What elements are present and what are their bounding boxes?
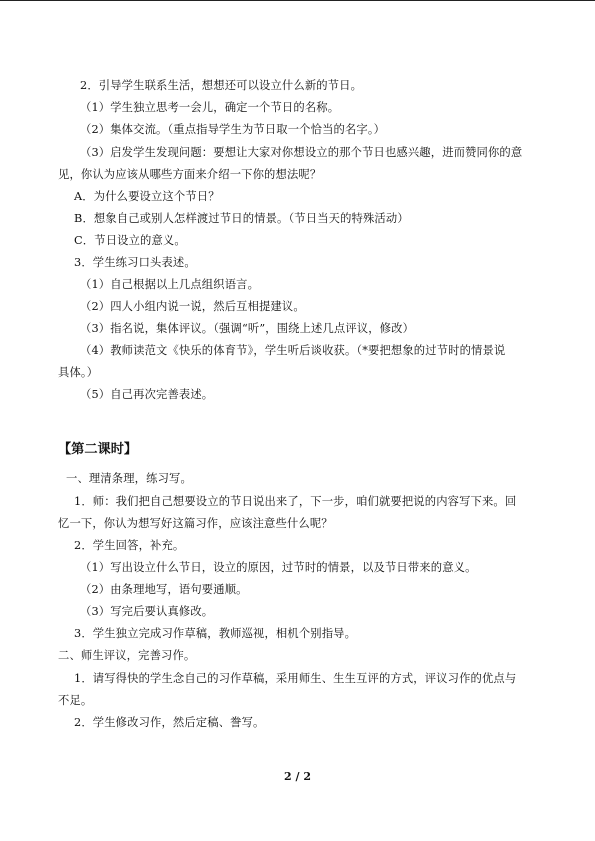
- paragraph: 2．学生回答，补充。: [74, 539, 185, 552]
- paragraph: B．想象自己或别人怎样渡过节日的情景。（节日当天的特殊活动）: [74, 212, 409, 225]
- paragraph: 2．引导学生联系生活，想想还可以设立什么新的节日。: [80, 79, 363, 92]
- paragraph: A．为什么要设立这个节日？: [74, 190, 220, 203]
- paragraph: （1）写出设立什么节日，设立的原因，过节时的情景，以及节日带来的意义。: [80, 561, 477, 574]
- paragraph: 3．学生练习口头表述。: [74, 256, 196, 269]
- paragraph: 见，你认为应该从哪些方面来介绍一下你的想法呢？: [58, 168, 322, 181]
- paragraph: （3）指名说，集体评议。（强调“听”，围绕上述几点评议，修改）: [80, 322, 415, 335]
- section-heading: 【第二课时】: [58, 442, 138, 457]
- paragraph: 二、师生评议，完善习作。: [58, 649, 196, 662]
- paragraph: 不足。: [58, 694, 93, 707]
- paragraph: 1．请写得快的学生念自己的习作草稿，采用师生、生生互评的方式，评议习作的优点与: [74, 672, 517, 685]
- paragraph: （2）集体交流。（重点指导学生为节日取一个恰当的名字。）: [80, 123, 386, 136]
- paragraph: （5）自己再次完善表述。: [80, 388, 214, 401]
- paragraph: 具体。）: [58, 366, 99, 379]
- paragraph: （1）自己根据以上几点组织语言。: [80, 278, 260, 291]
- paragraph: （1）学生独立思考一会儿，确定一个节日的名称。: [80, 101, 340, 114]
- paragraph: （3）写完后要认真修改。: [80, 605, 214, 618]
- page-top-border: [0, 0, 595, 1]
- paragraph: （4）教师读范文《快乐的体育节》，学生听后谈收获。（*要把想象的过节时的情景说: [80, 344, 506, 357]
- paragraph: 1．师：我们把自己想要设立的节日说出来了，下一步，咱们就要把说的内容写下来。回: [74, 495, 517, 508]
- paragraph: （2）四人小组内说一说，然后互相提建议。: [80, 300, 305, 313]
- paragraph: （2）由条理地写，语句要通顺。: [80, 583, 248, 596]
- paragraph: 3．学生独立完成习作草稿，教师巡视，相机个别指导。: [74, 627, 357, 640]
- paragraph: （3）启发学生发现问题：要想让大家对你想设立的那个节日也感兴趣，进而赞同你的意: [80, 146, 523, 159]
- page-number: 2 / 2: [284, 770, 311, 783]
- paragraph: 2．学生修改习作，然后定稿、誊写。: [74, 716, 265, 729]
- paragraph: 一、理清条理，练习写。: [66, 472, 192, 485]
- paragraph: C．节日设立的意义。: [74, 234, 186, 247]
- paragraph: 忆一下，你认为想写好这篇习作，应该注意些什么呢？: [58, 517, 333, 530]
